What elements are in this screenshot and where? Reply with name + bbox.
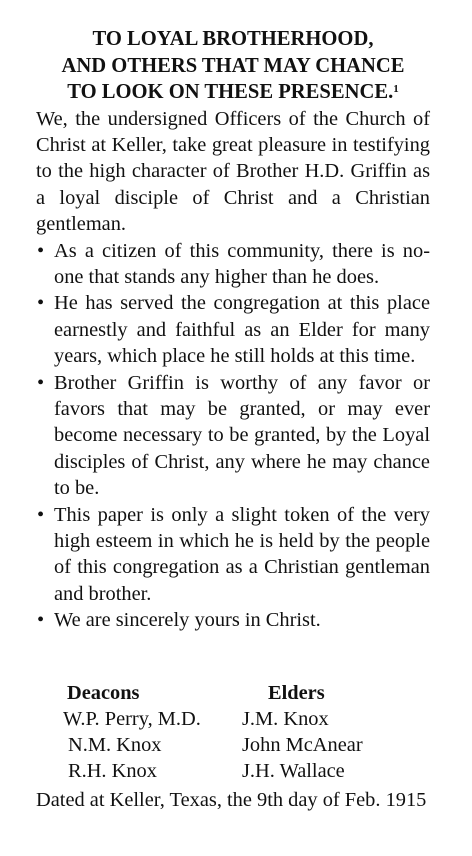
deacons-heading: Deacons (67, 682, 140, 704)
bullet-dot: • (37, 503, 45, 526)
deacon-name: N.M. Knox (68, 734, 162, 756)
deacon-name: R.H. Knox (68, 760, 157, 782)
list-item (36, 290, 430, 369)
heading-line-3 (36, 79, 430, 106)
list-item-text: As a citizen of this community, there is no-one that stands any higher than he does. (54, 239, 430, 288)
bullet-dot: • (37, 609, 45, 632)
elder-name: J.M. Knox (242, 708, 329, 730)
footnote-marker: 1 (393, 82, 399, 95)
list-item-text: We are sincerely yours in Christ. (54, 609, 321, 632)
list-item-text: This paper is only a slight token of the very high esteem in which he is held by the people of this congregation as a Christian gentleman and brother. (54, 503, 430, 605)
list-item-text: Brother Griffin is worthy of any favor or favors that may be granted, or may ever become necessary to be granted, by the Loyal disciples of Christ, any where he may chance to be. (54, 371, 430, 500)
list-item (36, 370, 430, 502)
heading-line-2: AND OTHERS THAT MAY CHANCE (61, 54, 405, 77)
heading-line-3-text: TO LOOK ON THESE PRESENCE. (67, 81, 394, 103)
letter-document (36, 26, 430, 811)
statement-list (36, 238, 430, 634)
bullet-dot: • (37, 292, 45, 315)
bullet-dot: • (37, 371, 45, 394)
list-item (36, 607, 430, 633)
letter-heading (36, 26, 430, 106)
bullet-dot: • (37, 239, 45, 262)
intro-paragraph: We, the undersigned Officers of the Church of Christ at Keller, take great pleasure in testifying to the high character of Brother H.D. Griffin as a loyal disciple of Christ and a Christian gentleman. (36, 107, 430, 236)
heading-line-1: TO LOYAL BROTHERHOOD, (92, 28, 374, 50)
elder-name: John McAnear (242, 734, 363, 756)
list-item-text: He has served the congregation at this place earnestly and faithful as an Elder for many years, which place he still holds at this time. (54, 292, 430, 368)
elder-name: J.H. Wallace (242, 760, 345, 782)
elders-heading: Elders (268, 682, 325, 704)
list-item (36, 238, 430, 291)
list-item (36, 502, 430, 608)
dated-line: Dated at Keller, Texas, the 9th day of Feb. 1915 (36, 789, 427, 811)
deacon-name: W.P. Perry, M.D. (63, 708, 201, 730)
